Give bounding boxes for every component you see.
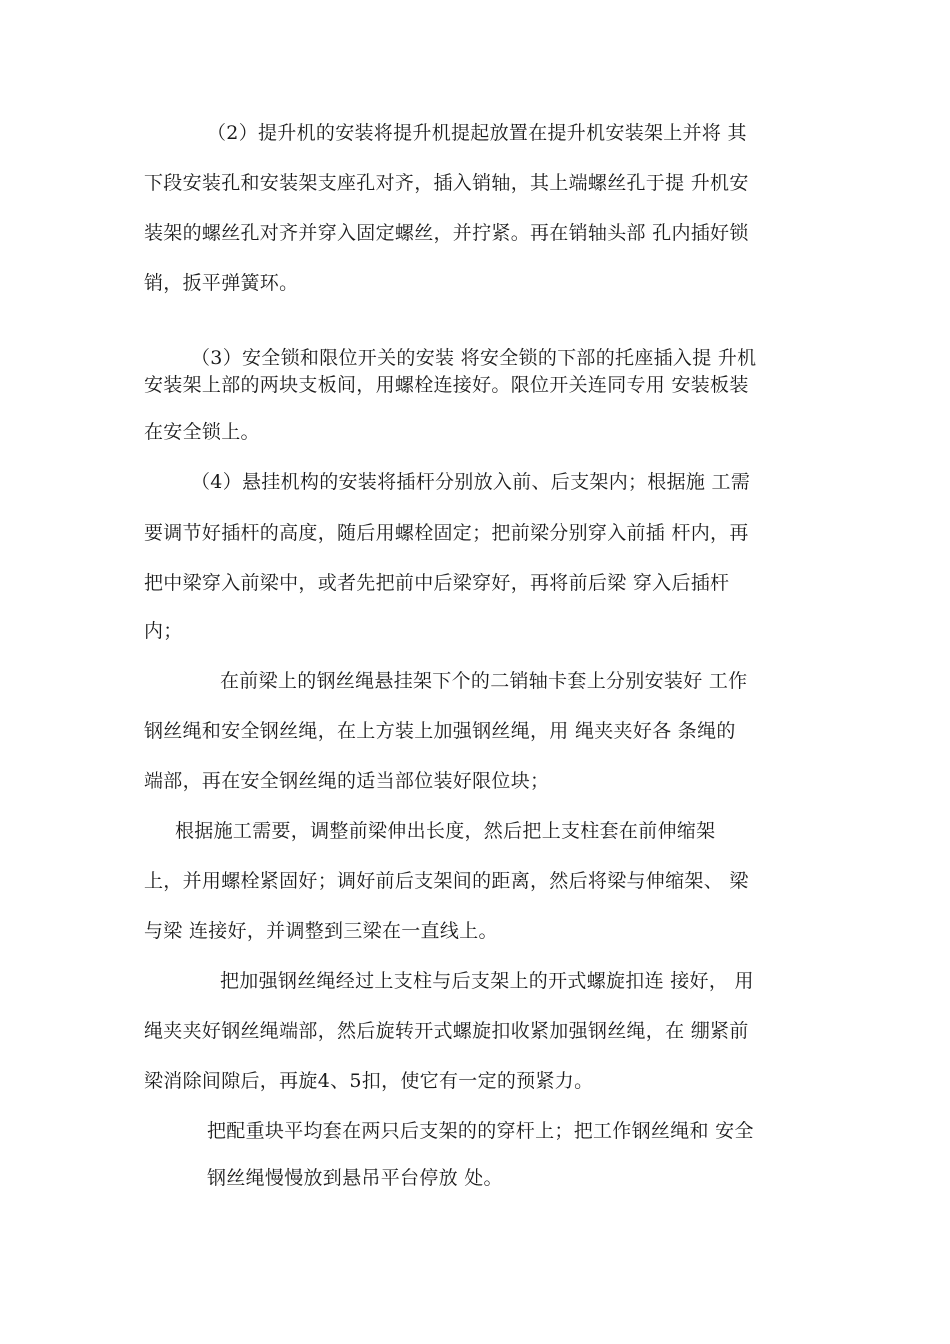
text-line: 把配重块平均套在两只后支架的的穿杆上；把工作钢丝绳和 安全 [207, 1120, 754, 1142]
text-line: （3）安全锁和限位开关的安装 将安全锁的下部的托座插入提 升机 [191, 347, 757, 369]
text-line: 在安全锁上。 [144, 421, 260, 443]
text-line: 装架的螺丝孔对齐并穿入固定螺丝，并拧紧。再在销轴头部 孔内插好锁 [144, 222, 749, 244]
text-line: 安装架上部的两块支板间，用螺栓连接好。限位开关连同专用 安装板装 [144, 374, 749, 396]
text-line: 在前梁上的钢丝绳悬挂架下个的二销轴卡套上分别安装好 工作 [220, 670, 748, 692]
text-line: 下段安装孔和安装架支座孔对齐，插入销轴，其上端螺丝孔于提 升机安 [144, 172, 749, 194]
text-line: 销，扳平弹簧环。 [144, 272, 299, 294]
text-line: 内； [144, 620, 183, 642]
text-line: （2）提升机的安装将提升机提起放置在提升机安装架上并将 其 [207, 122, 747, 144]
text-line: 钢丝绳和安全钢丝绳，在上方装上加强钢丝绳，用 绳夹夹好各 条绳的 [144, 720, 736, 742]
text-line: 把加强钢丝绳经过上支柱与后支架上的开式螺旋扣连 接好， 用 [220, 970, 754, 992]
text-line: 上，并用螺栓紧固好；调好前后支架间的距离，然后将梁与伸缩架、 梁 [144, 870, 749, 892]
text-line: 梁消除间隙后，再旋4、5扣，使它有一定的预紧力。 [144, 1070, 594, 1092]
text-line: 根据施工需要，调整前梁伸出长度，然后把上支柱套在前伸缩架 [175, 820, 716, 842]
text-line: 端部，再在安全钢丝绳的适当部位装好限位块； [144, 770, 550, 792]
text-line: 与梁 连接好，并调整到三梁在一直线上。 [144, 920, 498, 942]
text-line: 要调节好插杆的高度，随后用螺栓固定；把前梁分别穿入前插 杆内，再 [144, 522, 749, 544]
text-line: （4）悬挂机构的安装将插杆分别放入前、后支架内；根据施 工需 [191, 471, 751, 493]
text-line: 把中梁穿入前梁中，或者先把前中后梁穿好，再将前后梁 穿入后插杆 [144, 572, 730, 594]
text-line: 钢丝绳慢慢放到悬吊平台停放 处。 [207, 1167, 503, 1189]
text-line: 绳夹夹好钢丝绳端部，然后旋转开式螺旋扣收紧加强钢丝绳，在 绷紧前 [144, 1020, 749, 1042]
